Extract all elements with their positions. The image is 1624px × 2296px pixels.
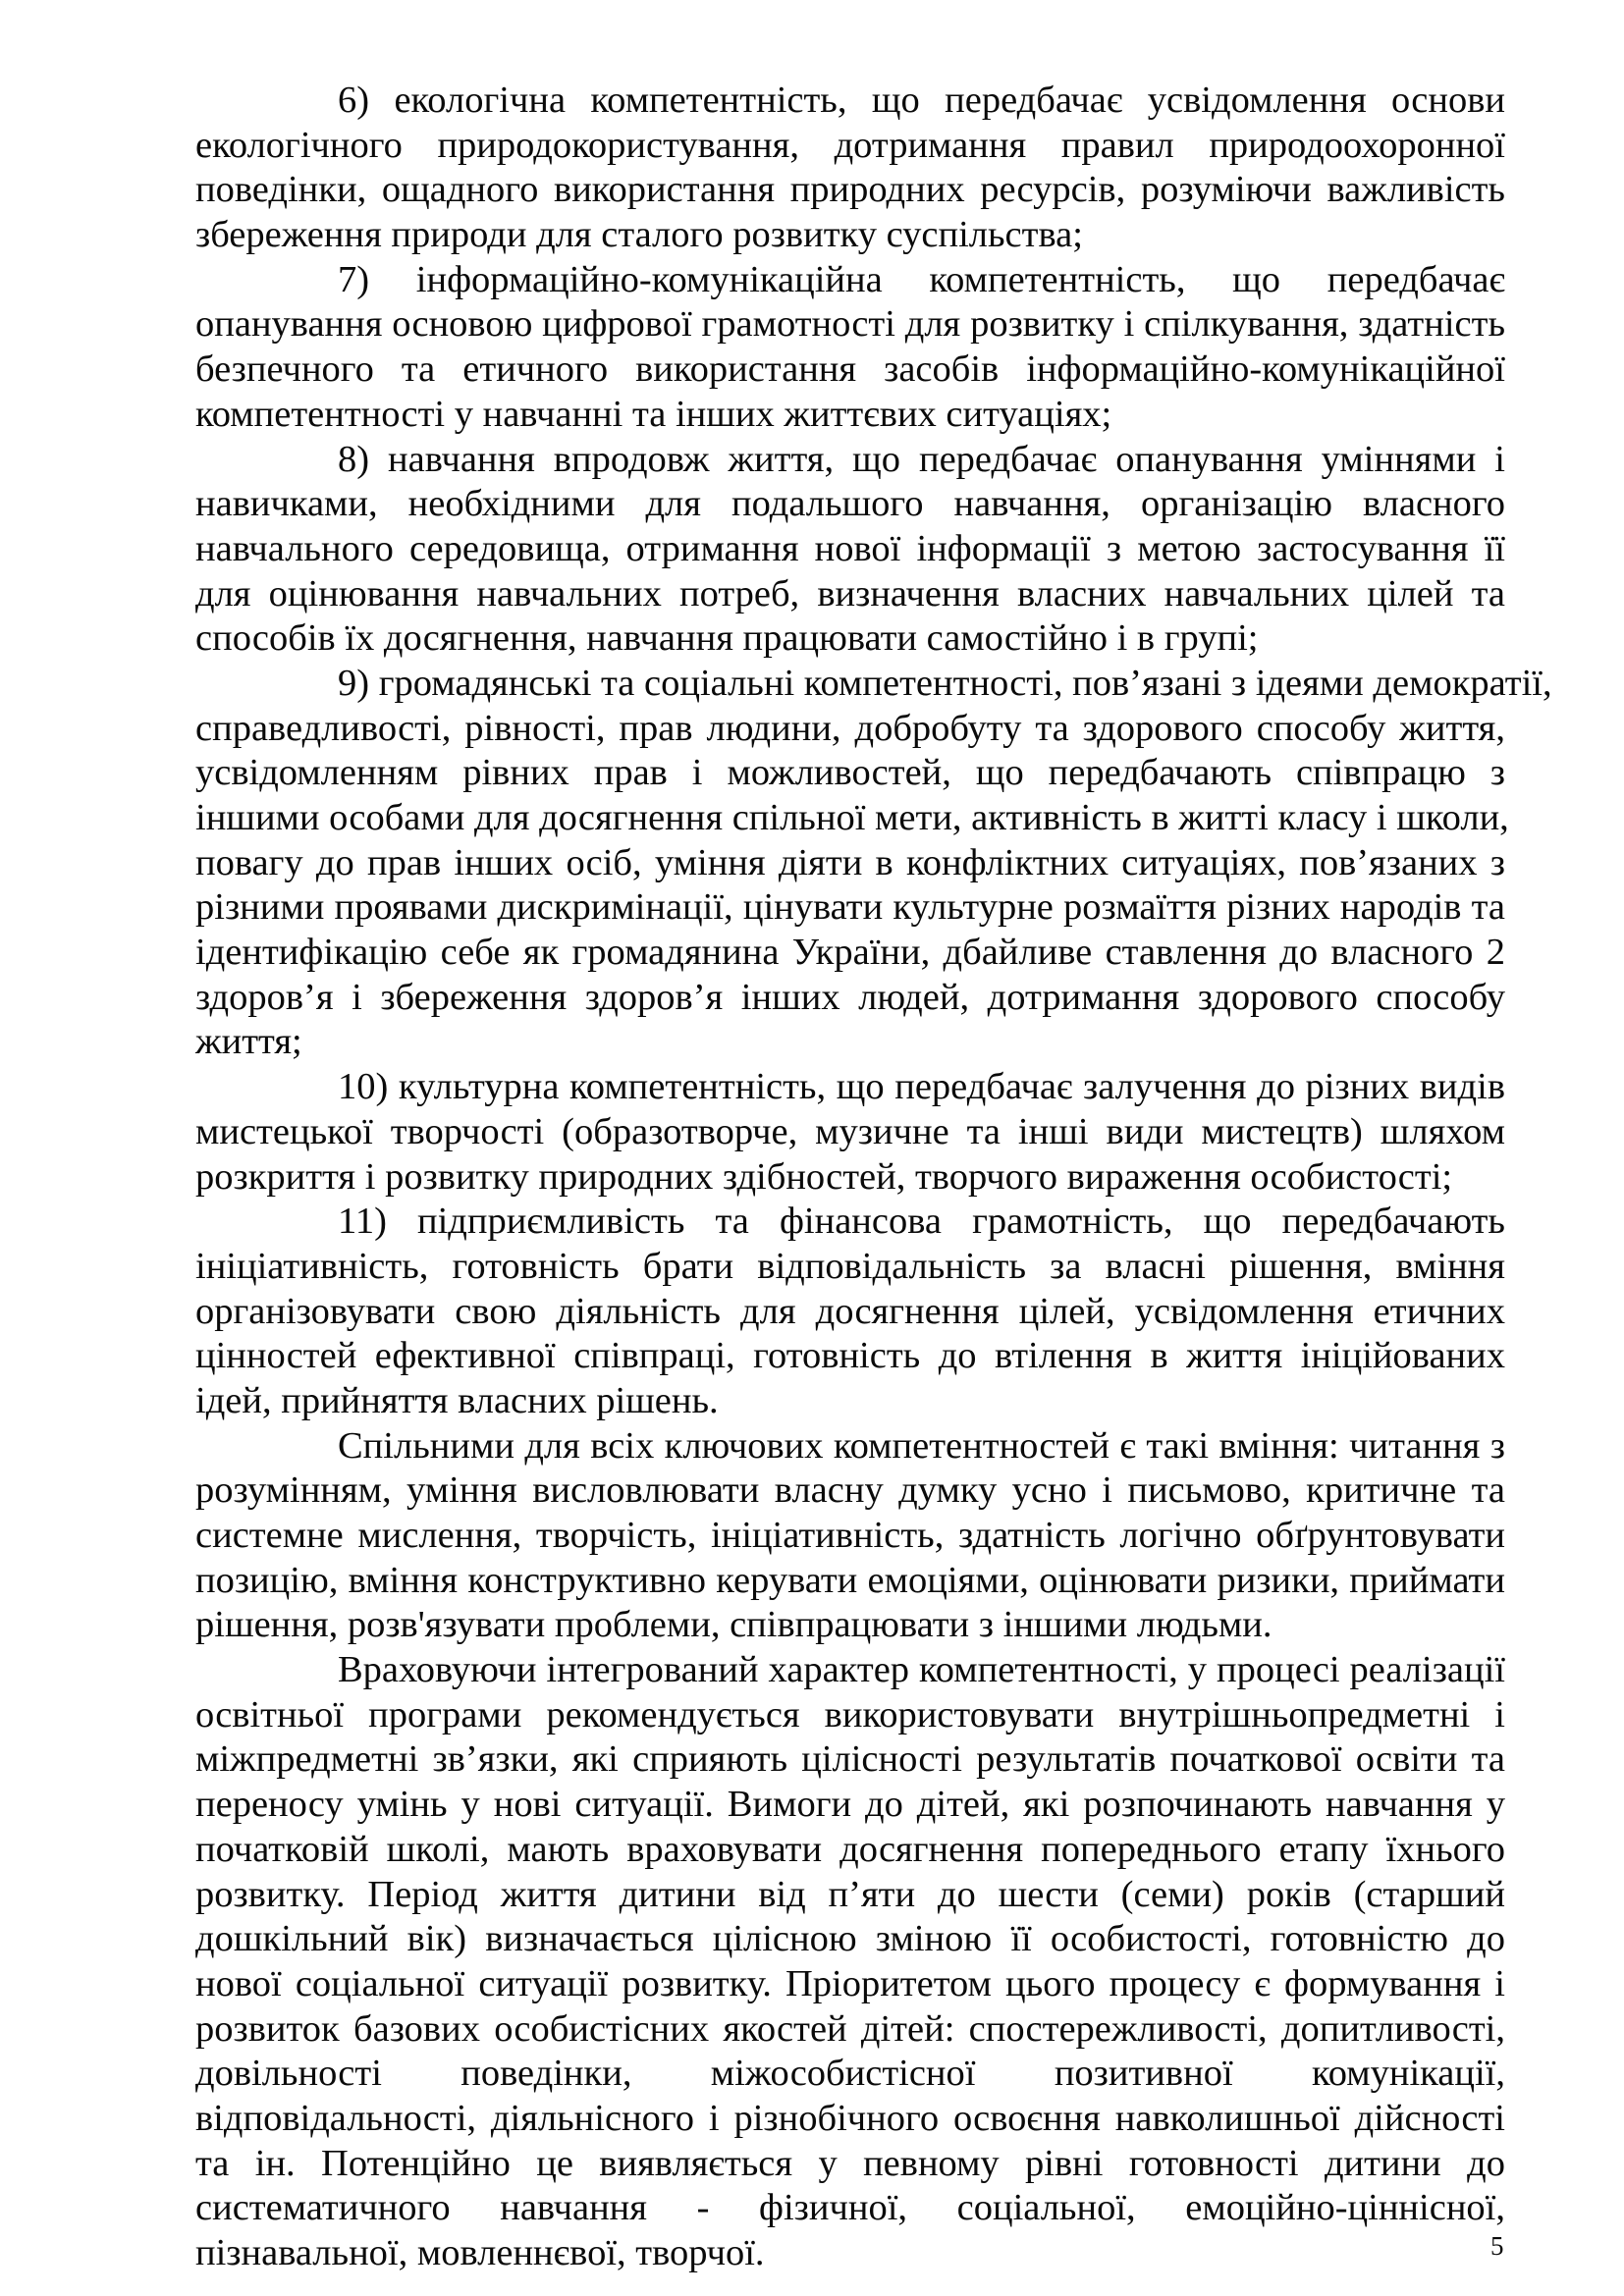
text-line: безпечного та етичного використання засобів інформаційно-комунікаційної xyxy=(195,348,1505,391)
paragraph-integrated-character xyxy=(195,1648,1505,2276)
text-line: розкриття і розвитку природних здібностей, творчого вираження особистості; xyxy=(195,1155,1453,1198)
text-line: систематичного навчання - фізичної, соціальної, емоційно-ціннісної, xyxy=(195,2187,1505,2229)
text-line: освітньої програми рекомендується використовувати внутрішньопредметні і xyxy=(195,1693,1505,1735)
text-line: ідей, прийняття власних рішень. xyxy=(195,1379,719,1421)
body-text xyxy=(195,79,1552,2276)
text-line: усвідомленням рівних прав і можливостей, що передбачають співпрацю з xyxy=(195,752,1505,794)
text-line: ідентифікацію себе як громадянина України, дбайливе ставлення до власного 2 xyxy=(195,932,1505,974)
text-line: мистецької творчості (образотворче, музичне та інші види мистецтв) шляхом xyxy=(195,1110,1505,1152)
text-line: способів їх досягнення, навчання працювати самостійно і в групі; xyxy=(195,617,1259,660)
text-line: пізнавальної, мовленнєвої, творчої. xyxy=(195,2232,765,2273)
text-line: збереження природи для сталого розвитку суспільства; xyxy=(195,214,1083,256)
text-line: відповідальності, діяльнісного і різнобічного освоєння навколишньої дійсності xyxy=(195,2097,1505,2139)
text-line: Спільними для всіх ключових компетентностей є такі вміння: читання з xyxy=(338,1424,1505,1467)
text-line: здоров’я і збереження здоров’я інших людей, дотримання здорового способу xyxy=(195,976,1505,1018)
text-line: позицію, вміння конструктивно керувати емоціями, оцінювати ризики, приймати xyxy=(195,1559,1505,1601)
paragraph-item-7 xyxy=(195,258,1505,438)
text-line: та ін. Потенційно це виявляється у певному рівні готовності дитини до xyxy=(195,2142,1505,2184)
text-line: різними проявами дискримінації, цінувати культурне розмаїття різних народів та xyxy=(195,886,1505,929)
text-line: переносу умінь у нові ситуації. Вимоги до дітей, які розпочинають навчання у xyxy=(195,1784,1505,1826)
text-line: цінностей ефективної співпраці, готовність до втілення в життя ініційованих xyxy=(195,1335,1505,1377)
text-line: організовувати свою діяльність для досягнення цілей, усвідомлення етичних xyxy=(195,1290,1505,1332)
paragraph-common-skills xyxy=(195,1424,1505,1648)
text-line: міжпредметні зв’язки, які сприяють цілісності результатів початкової освіти та xyxy=(195,1738,1505,1781)
text-line: справедливості, рівності, прав людини, добробуту та здорового способу життя, xyxy=(195,707,1505,749)
text-line: системне мислення, творчість, ініціативність, здатність логічно обґрунтовувати xyxy=(195,1515,1505,1556)
text-line: 7) інформаційно-комунікаційна компетентність, що передбачає xyxy=(338,258,1505,300)
text-line: розумінням, уміння висловлювати власну думку усно і письмово, критичне та xyxy=(195,1469,1505,1512)
paragraph-item-9 xyxy=(195,662,1552,1065)
text-line: поведінки, ощадного використання природних ресурсів, розуміючи важливість xyxy=(195,169,1505,211)
text-line: дошкільний вік) визначається цілісною зміною її особистості, готовністю до xyxy=(195,1918,1505,1960)
text-line: ініціативність, готовність брати відповідальність за власні рішення, вміння xyxy=(195,1245,1505,1287)
paragraph-item-6 xyxy=(195,79,1505,258)
text-line: опанування основою цифрової грамотності для розвитку і спілкування, здатність xyxy=(195,303,1505,346)
text-line: екологічного природокористування, дотримання правил природоохоронної xyxy=(195,124,1505,166)
text-line: іншими особами для досягнення спільної мети, активність в житті класу і школи, xyxy=(195,797,1509,838)
text-line: 9) громадянські та соціальні компетентності, пов’язані з ідеями демократії, xyxy=(338,662,1552,704)
text-line: життя; xyxy=(195,1021,302,1063)
text-line: компетентності у навчанні та інших життєвих ситуаціях; xyxy=(195,393,1112,435)
text-line: 10) культурна компетентність, що передбачає залучення до різних видів xyxy=(338,1066,1505,1108)
text-line: рішення, розв'язувати проблеми, співпрацювати з іншими людьми. xyxy=(195,1604,1272,1646)
text-line: розвиток базових особистісних якостей дітей: спостережливості, допитливості, xyxy=(195,2007,1505,2050)
text-line: навчального середовища, отримання нової інформації з метою застосування її xyxy=(195,527,1505,569)
text-line: нової соціальної ситуації розвитку. Пріоритетом цього процесу є формування і xyxy=(195,1962,1505,2004)
text-line: 11) підприємливість та фінансова грамотність, що передбачають xyxy=(338,1201,1505,1243)
text-line: Враховуючи інтегрований характер компетентності, у процесі реалізації xyxy=(338,1649,1505,1691)
paragraph-item-11 xyxy=(195,1200,1505,1423)
text-line: 6) екологічна компетентність, що передбачає усвідомлення основи xyxy=(338,80,1505,121)
page-number: 5 xyxy=(1490,2231,1504,2261)
text-line: 8) навчання впродовж життя, що передбачає опанування уміннями і xyxy=(338,438,1505,480)
paragraph-item-8 xyxy=(195,438,1505,662)
text-line: повагу до прав інших осіб, уміння діяти в конфліктних ситуаціях, пов’язаних з xyxy=(195,841,1505,883)
text-line: розвитку. Період життя дитини від п’яти до шести (семи) років (старший xyxy=(195,1873,1505,1915)
text-line: довільності поведінки, міжособистісної позитивної комунікації, xyxy=(195,2053,1505,2095)
text-line: початковій школі, мають враховувати досягнення попереднього етапу їхнього xyxy=(195,1828,1505,1870)
paragraph-item-10 xyxy=(195,1065,1505,1200)
text-line: для оцінювання навчальних потреб, визначення власних навчальних цілей та xyxy=(195,572,1505,614)
text-line: навичками, необхідними для подальшого навчання, організацію власного xyxy=(195,483,1505,525)
